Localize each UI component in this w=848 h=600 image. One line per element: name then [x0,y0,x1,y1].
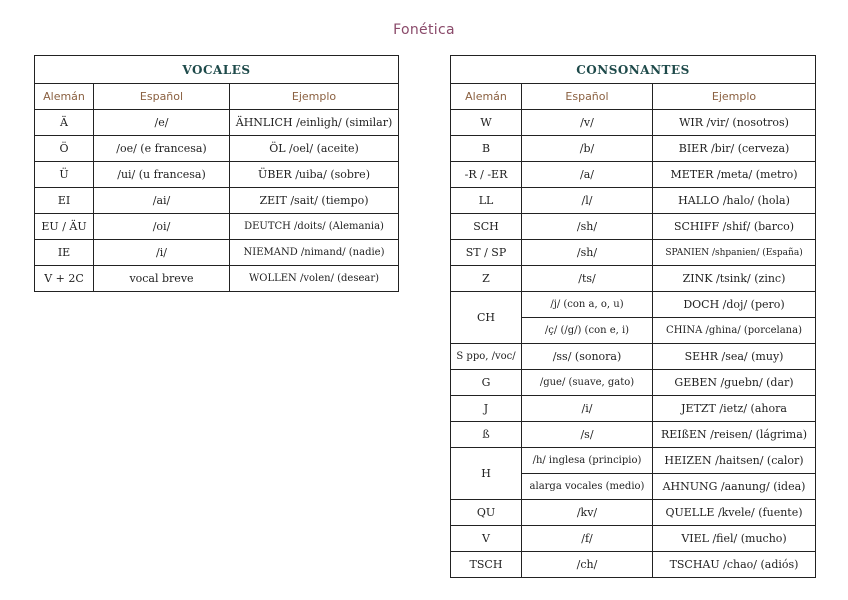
cell-ejemplo: SPANIEN /shpanien/ (España) [653,240,816,266]
cell-espanol: /gue/ (suave, gato) [522,370,653,396]
table-row [451,448,816,474]
cell-ejemplo: SEHR /sea/ (muy) [653,344,816,370]
cell-espanol: alarga vocales (medio) [522,474,653,500]
vocales-title: VOCALES [35,56,399,84]
cell-espanol: /h/ inglesa (principio) [522,448,653,474]
cell-aleman: Ü [35,162,94,188]
table-row [451,500,816,526]
table-row [35,162,399,188]
vocales-table [34,55,399,292]
cell-ejemplo: DEUTCH /doits/ (Alemania) [230,214,399,240]
cell-aleman: CH [451,292,522,344]
table-row [451,214,816,240]
cell-ejemplo: ZINK /tsink/ (zinc) [653,266,816,292]
table-row [35,240,399,266]
cell-aleman: J [451,396,522,422]
table-row [451,188,816,214]
table-row [451,136,816,162]
cell-ejemplo: GEBEN /guebn/ (dar) [653,370,816,396]
consonantes-title: CONSONANTES [451,56,816,84]
cell-espanol: /ss/ (sonora) [522,344,653,370]
cell-aleman: S ppo, /voc/ [451,344,522,370]
table-row [451,266,816,292]
cell-ejemplo: SCHIFF /shif/ (barco) [653,214,816,240]
cell-aleman: EI [35,188,94,214]
cell-ejemplo: JETZT /ietz/ (ahora [653,396,816,422]
cell-ejemplo: BIER /bir/ (cerveza) [653,136,816,162]
cell-espanol: /f/ [522,526,653,552]
cell-ejemplo: WOLLEN /volen/ (desear) [230,266,399,292]
table-row [35,266,399,292]
cell-ejemplo: DOCH /doj/ (pero) [653,292,816,318]
cell-ejemplo: ÄHNLICH /einligh/ (similar) [230,110,399,136]
cell-espanol: /b/ [522,136,653,162]
cell-aleman: IE [35,240,94,266]
table-row [35,188,399,214]
cell-aleman: H [451,448,522,500]
cell-ejemplo: QUELLE /kvele/ (fuente) [653,500,816,526]
cell-espanol: /i/ [94,240,230,266]
cell-aleman: Z [451,266,522,292]
cell-aleman: Ä [35,110,94,136]
cell-espanol: /i/ [522,396,653,422]
column-header-aleman: Alemán [35,84,94,110]
cell-ejemplo: VIEL /fiel/ (mucho) [653,526,816,552]
cell-ejemplo: AHNUNG /aanung/ (idea) [653,474,816,500]
cell-ejemplo: HEIZEN /haitsen/ (calor) [653,448,816,474]
column-header-ejemplo: Ejemplo [230,84,399,110]
cell-aleman: Ö [35,136,94,162]
cell-espanol: /ui/ (u francesa) [94,162,230,188]
cell-aleman: V [451,526,522,552]
cell-espanol: /kv/ [522,500,653,526]
table-row [451,552,816,578]
cell-espanol: /oe/ (e francesa) [94,136,230,162]
cell-aleman: QU [451,500,522,526]
cell-espanol: vocal breve [94,266,230,292]
column-header-aleman: Alemán [451,84,522,110]
cell-ejemplo: TSCHAU /chao/ (adiós) [653,552,816,578]
table-row [451,370,816,396]
table-row [451,396,816,422]
table-row [451,110,816,136]
table-row [451,422,816,448]
table-row [451,240,816,266]
page-title: Fonética [393,22,455,38]
table-row [35,214,399,240]
cell-espanol: /ch/ [522,552,653,578]
cell-aleman: G [451,370,522,396]
cell-espanol: /ts/ [522,266,653,292]
cell-espanol: /ai/ [94,188,230,214]
table-row [35,136,399,162]
cell-ejemplo: ZEIT /sait/ (tiempo) [230,188,399,214]
cell-ejemplo: HALLO /halo/ (hola) [653,188,816,214]
cell-aleman: LL [451,188,522,214]
cell-aleman: W [451,110,522,136]
cell-aleman: EU / ÄU [35,214,94,240]
table-row [451,344,816,370]
cell-espanol: /e/ [94,110,230,136]
cell-espanol: /l/ [522,188,653,214]
cell-ejemplo: NIEMAND /nimand/ (nadie) [230,240,399,266]
table-row [451,162,816,188]
cell-espanol: /j/ (con a, o, u) [522,292,653,318]
cell-ejemplo: CHINA /ghina/ (porcelana) [653,318,816,344]
cell-espanol: /sh/ [522,214,653,240]
cell-espanol: /s/ [522,422,653,448]
table-row [35,110,399,136]
cell-ejemplo: ÖL /oel/ (aceite) [230,136,399,162]
table-row [451,292,816,318]
cell-ejemplo: METER /meta/ (metro) [653,162,816,188]
cell-aleman: V + 2C [35,266,94,292]
consonantes-table [450,55,816,578]
table-row [451,526,816,552]
cell-espanol: /oi/ [94,214,230,240]
cell-aleman: B [451,136,522,162]
column-header-espanol: Español [94,84,230,110]
column-header-espanol: Español [522,84,653,110]
cell-espanol: /a/ [522,162,653,188]
cell-espanol: /v/ [522,110,653,136]
column-header-ejemplo: Ejemplo [653,84,816,110]
cell-aleman: TSCH [451,552,522,578]
cell-aleman: SCH [451,214,522,240]
cell-espanol: /ç/ (/g/) (con e, i) [522,318,653,344]
cell-espanol: /sh/ [522,240,653,266]
cell-ejemplo: ÜBER /uiba/ (sobre) [230,162,399,188]
cell-ejemplo: REIßEN /reisen/ (lágrima) [653,422,816,448]
cell-aleman: ß [451,422,522,448]
cell-aleman: ST / SP [451,240,522,266]
cell-aleman: -R / -ER [451,162,522,188]
cell-ejemplo: WIR /vir/ (nosotros) [653,110,816,136]
